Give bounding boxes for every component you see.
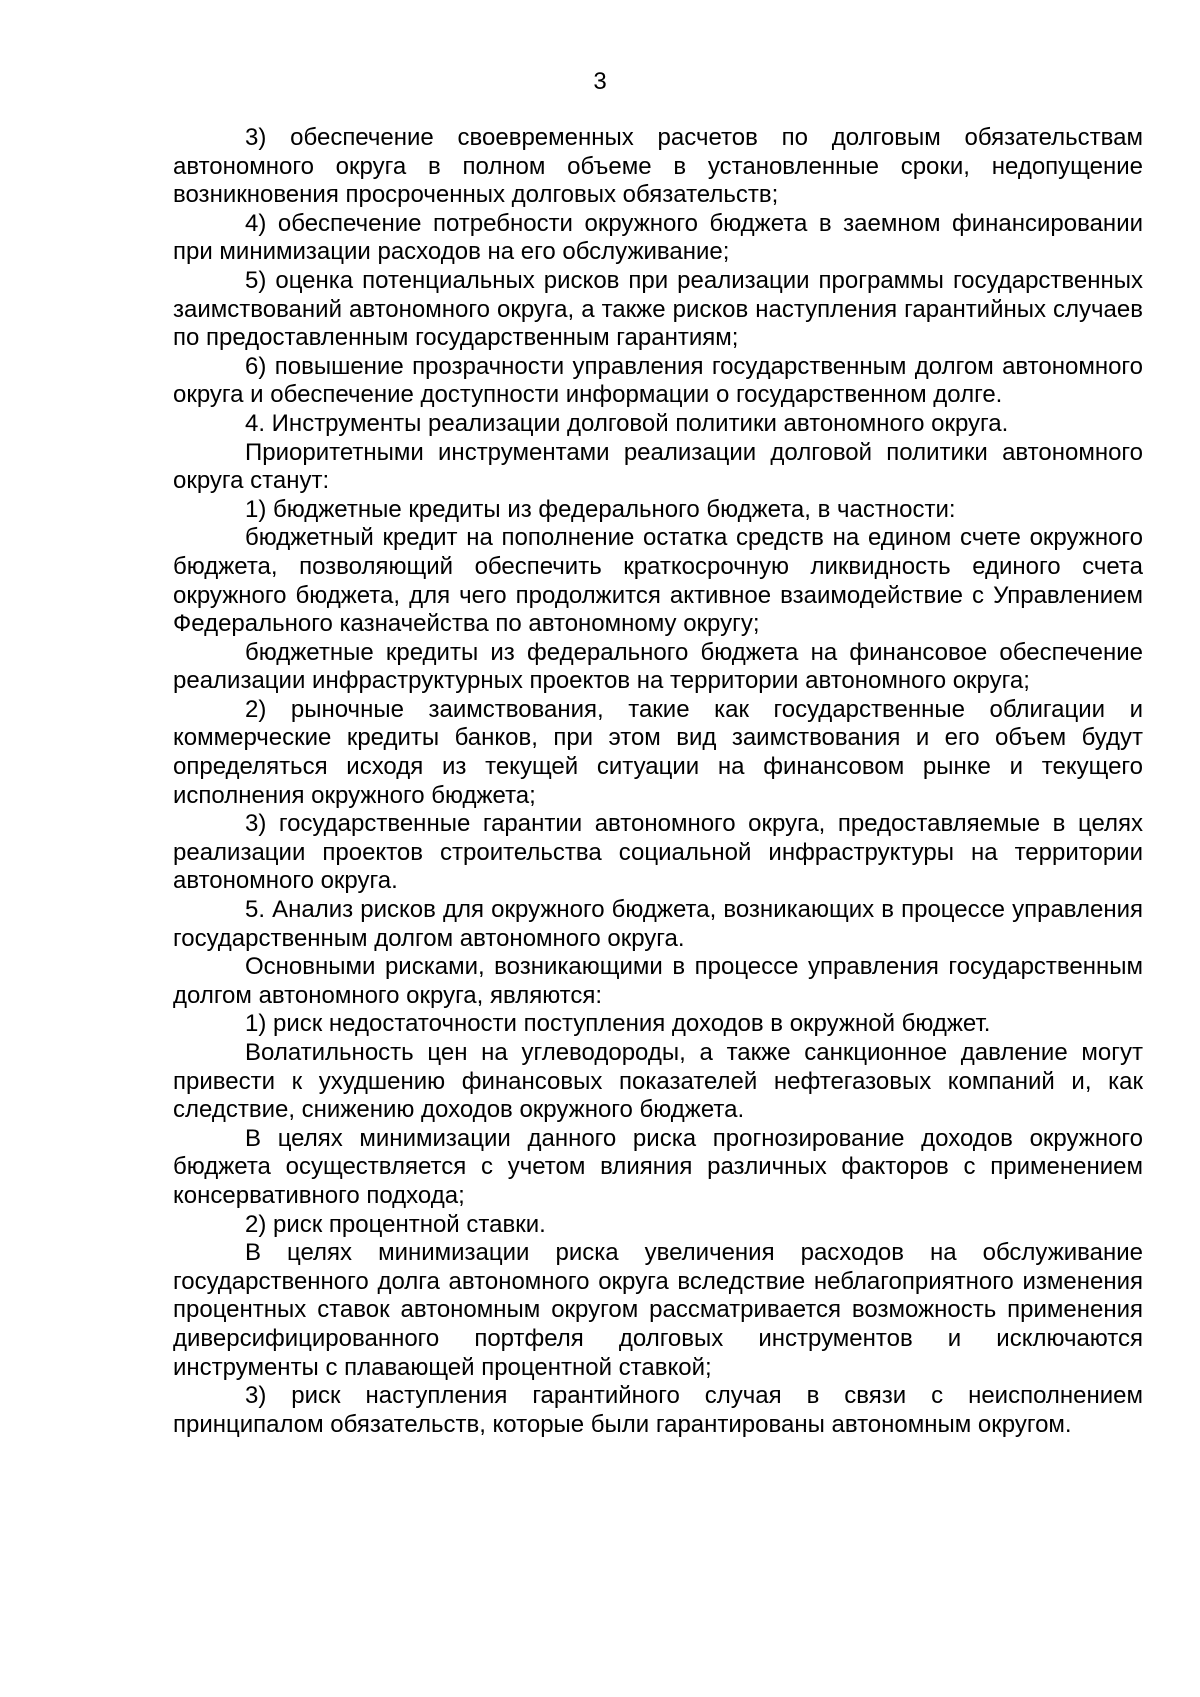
paragraph-item-6-transparency: 6) повышение прозрачности управления государственным долгом автономного округа и обеспечение доступности информации о государственном долге. [173,352,1143,409]
paragraph-priority-instruments: Приоритетными инструментами реализации долговой политики автономного округа станут: [173,438,1143,495]
paragraph-budget-credit-liquidity: бюджетный кредит на пополнение остатка средств на едином счете окружного бюджета, позволяющий обеспечить краткосрочную ликвидность единого счета окружного бюджета, для чего продолжится активное взаимодействие с Управлением Федерального казначейства по автономному округу; [173,524,1143,638]
paragraph-revenue-risk-mitigation: В целях минимизации данного риска прогнозирование доходов окружного бюджета осуществляется с учетом влияния различных факторов с применением консервативного подхода; [173,1124,1143,1209]
page-number: 3 [593,68,607,95]
paragraph-volatility: Волатильность цен на углеводороды, а также санкционное давление могут привести к ухудшению финансовых показателей нефтегазовых компаний и, как следствие, снижению доходов окружного бюджета. [173,1039,1143,1124]
paragraph-risk-3-guarantee-case: 3) риск наступления гарантийного случая в связи с неисполнением принципалом обязательств, которые были гарантированы автономным округом. [173,1382,1143,1438]
section-heading-instruments: 4. Инструменты реализации долговой политики автономного округа. [245,409,1009,437]
section-heading-risk-analysis: 5. Анализ рисков для окружного бюджета, возникающих в процессе управления государственным долгом автономного округа. [173,896,1143,952]
paragraph-interest-risk-mitigation: В целях минимизации риска увеличения расходов на обслуживание государственного долга автономного округа вследствие неблагоприятного изменения процентных ставок автономным округом рассматривается возможность применения диверсифицированного портфеля долговых инструментов и исключаются инструменты с плавающей процентной ставкой; [173,1239,1143,1381]
paragraph-main-risks: Основными рисками, возникающими в процессе управления государственным долгом автономного округа, являются: [173,953,1143,1009]
paragraph-item-2-market-borrowings: 2) рыночные заимствования, такие как государственные облигации и коммерческие кредиты банков, при этом вид заимствования и его объем будут определяться исходя из текущей ситуации на финансовом рынке и текущего исполнения окружного бюджета; [173,695,1143,809]
paragraph-item-3-state-guarantees: 3) государственные гарантии автономного округа, предоставляемые в целях реализации проектов строительства социальной инфраструктуры на территории автономного округа. [173,810,1143,895]
document-body [173,124,1143,1439]
paragraph-item-3-debt-settlement: 3) обеспечение своевременных расчетов по долговым обязательствам автономного округа в полном объеме в установленные сроки, недопущение возникновения просроченных долговых обязательств; [173,124,1143,209]
paragraph-risk-2-interest-rate: 2) риск процентной ставки. [245,1210,546,1238]
paragraph-item-4-borrowing-needs: 4) обеспечение потребности окружного бюджета в заемном финансировании при минимизации расходов на его обслуживание; [173,209,1143,266]
paragraph-item-5-risk-assessment: 5) оценка потенциальных рисков при реализации программы государственных заимствований автономного округа, а также рисков наступления гарантийных случаев по предоставленным государственным гарантиям; [173,266,1143,352]
paragraph-risk-1-revenue: 1) риск недостаточности поступления доходов в окружной бюджет. [245,1010,991,1038]
paragraph-item-1-budget-credits: 1) бюджетные кредиты из федерального бюджета, в частности: [245,495,956,523]
paragraph-budget-credit-infrastructure: бюджетные кредиты из федерального бюджета на финансовое обеспечение реализации инфраструктурных проектов на территории автономного округа; [173,638,1143,695]
